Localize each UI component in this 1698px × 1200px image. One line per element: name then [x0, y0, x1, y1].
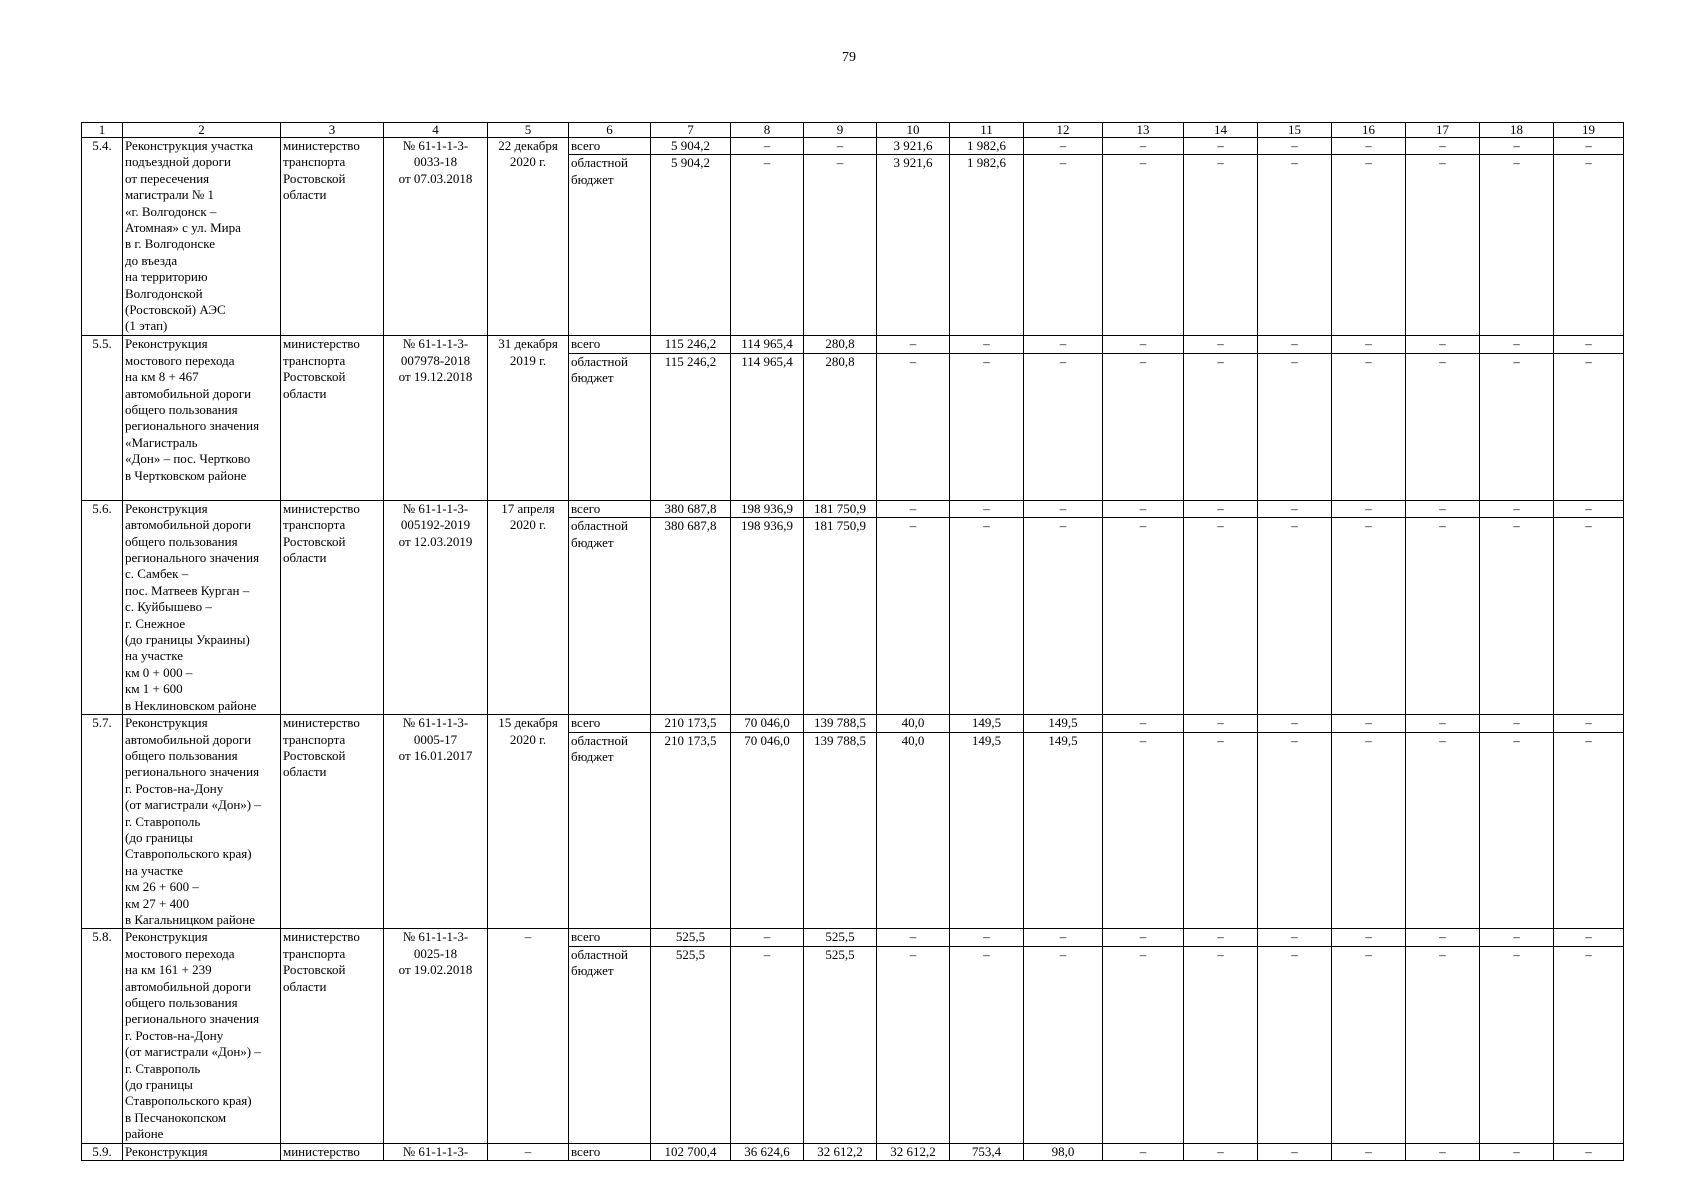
table-row: [82, 929, 1624, 946]
executor: министерство транспорта Ростовской области: [281, 138, 384, 336]
project-name: Реконструкция участка подъездной дороги от пересечения магистрали № 1 «г. Волгодонск – Атомная» с ул. Мира в г. Волгодонске до въезда на территорию Волгодонской (Ростовской) АЭС (1 этап): [123, 138, 281, 336]
value-col-10: –: [877, 946, 950, 1143]
executor: министерство транспорта Ростовской области: [281, 929, 384, 1143]
value-col-11: 149,5: [950, 715, 1024, 732]
value-col-15: –: [1258, 353, 1332, 500]
value-col-10: 40,0: [877, 715, 950, 732]
value-col-19: –: [1554, 732, 1624, 929]
value-col-7: 525,5: [651, 929, 731, 946]
column-header-13: 13: [1103, 123, 1184, 138]
value-col-9: 139 788,5: [804, 715, 877, 732]
value-col-17: –: [1406, 518, 1480, 715]
header-row: [82, 123, 1624, 138]
value-col-13: –: [1103, 500, 1184, 517]
value-col-7: 210 173,5: [651, 732, 731, 929]
value-col-13: –: [1103, 138, 1184, 155]
value-col-11: 1 982,6: [950, 138, 1024, 155]
project-name: Реконструкция автомобильной дороги общего пользования регионального значения г. Ростов-на-Дону (от магистрали «Дон») – г. Ставрополь (до границы Ставропольского края) на участке км 26 + 600 – км 27 + 400 в Кагальницком районе: [123, 715, 281, 929]
value-col-9: –: [804, 138, 877, 155]
item-number: 5.7.: [82, 715, 123, 929]
value-col-10: –: [877, 929, 950, 946]
value-col-13: –: [1103, 946, 1184, 1143]
value-col-12: 149,5: [1024, 715, 1103, 732]
value-col-11: –: [950, 518, 1024, 715]
column-header-8: 8: [731, 123, 804, 138]
value-col-18: –: [1480, 138, 1554, 155]
completion-date: –: [488, 929, 569, 1143]
value-col-12: –: [1024, 500, 1103, 517]
value-col-12: 149,5: [1024, 732, 1103, 929]
item-number: 5.9.: [82, 1143, 123, 1160]
column-header-15: 15: [1258, 123, 1332, 138]
value-col-16: –: [1332, 353, 1406, 500]
value-col-12: –: [1024, 946, 1103, 1143]
funding-source: областной бюджет: [569, 155, 651, 336]
value-col-11: 1 982,6: [950, 155, 1024, 336]
value-col-8: –: [731, 155, 804, 336]
value-col-8: –: [731, 929, 804, 946]
column-header-17: 17: [1406, 123, 1480, 138]
value-col-13: –: [1103, 155, 1184, 336]
value-col-15: –: [1258, 929, 1332, 946]
value-col-7: 115 246,2: [651, 336, 731, 353]
value-col-17: –: [1406, 353, 1480, 500]
value-col-9: 181 750,9: [804, 518, 877, 715]
item-number: 5.8.: [82, 929, 123, 1143]
value-col-14: –: [1184, 353, 1258, 500]
funding-source: областной бюджет: [569, 353, 651, 500]
column-header-7: 7: [651, 123, 731, 138]
value-col-16: –: [1332, 138, 1406, 155]
table-row: [82, 336, 1624, 353]
executor: министерство: [281, 1143, 384, 1160]
column-header-10: 10: [877, 123, 950, 138]
document-number: № 61-1-1-3- 0033-18 от 07.03.2018: [384, 138, 488, 336]
column-header-1: 1: [82, 123, 123, 138]
value-col-13: –: [1103, 929, 1184, 946]
item-number: 5.4.: [82, 138, 123, 336]
value-col-15: –: [1258, 518, 1332, 715]
value-col-14: –: [1184, 929, 1258, 946]
column-header-11: 11: [950, 123, 1024, 138]
funding-source: всего: [569, 715, 651, 732]
value-col-19: –: [1554, 336, 1624, 353]
value-col-19: –: [1554, 1143, 1624, 1160]
value-col-17: –: [1406, 1143, 1480, 1160]
column-header-14: 14: [1184, 123, 1258, 138]
value-col-16: –: [1332, 155, 1406, 336]
funding-source: всего: [569, 929, 651, 946]
value-col-18: –: [1480, 1143, 1554, 1160]
value-col-15: –: [1258, 500, 1332, 517]
value-col-14: –: [1184, 155, 1258, 336]
value-col-13: –: [1103, 336, 1184, 353]
funding-source: всего: [569, 138, 651, 155]
value-col-9: 32 612,2: [804, 1143, 877, 1160]
document-number: № 61-1-1-3-: [384, 1143, 488, 1160]
value-col-17: –: [1406, 138, 1480, 155]
value-col-8: 198 936,9: [731, 518, 804, 715]
value-col-16: –: [1332, 929, 1406, 946]
column-header-18: 18: [1480, 123, 1554, 138]
value-col-9: 139 788,5: [804, 732, 877, 929]
funding-source: всего: [569, 336, 651, 353]
value-col-13: –: [1103, 1143, 1184, 1160]
funding-source: областной бюджет: [569, 518, 651, 715]
executor: министерство транспорта Ростовской области: [281, 500, 384, 714]
value-col-11: 753,4: [950, 1143, 1024, 1160]
value-col-19: –: [1554, 138, 1624, 155]
value-col-13: –: [1103, 715, 1184, 732]
value-col-11: –: [950, 353, 1024, 500]
value-col-18: –: [1480, 715, 1554, 732]
project-name: Реконструкция мостового перехода на км 161 + 239 автомобильной дороги общего пользования регионального значения г. Ростов-на-Дону (от магистрали «Дон») – г. Ставрополь (до границы Ставропольского края) в Песчанокопском районе: [123, 929, 281, 1143]
value-col-15: –: [1258, 715, 1332, 732]
value-col-15: –: [1258, 336, 1332, 353]
value-col-16: –: [1332, 946, 1406, 1143]
value-col-7: 525,5: [651, 946, 731, 1143]
value-col-18: –: [1480, 518, 1554, 715]
value-col-12: 98,0: [1024, 1143, 1103, 1160]
document-number: № 61-1-1-3- 0025-18 от 19.02.2018: [384, 929, 488, 1143]
column-header-12: 12: [1024, 123, 1103, 138]
value-col-14: –: [1184, 138, 1258, 155]
column-header-19: 19: [1554, 123, 1624, 138]
value-col-16: –: [1332, 715, 1406, 732]
value-col-19: –: [1554, 353, 1624, 500]
value-col-18: –: [1480, 946, 1554, 1143]
completion-date: 22 декабря 2020 г.: [488, 138, 569, 336]
value-col-8: –: [731, 138, 804, 155]
item-number: 5.6.: [82, 500, 123, 714]
value-col-10: –: [877, 336, 950, 353]
value-col-18: –: [1480, 929, 1554, 946]
column-header-2: 2: [123, 123, 281, 138]
value-col-19: –: [1554, 946, 1624, 1143]
value-col-12: –: [1024, 929, 1103, 946]
value-col-10: –: [877, 500, 950, 517]
value-col-10: 40,0: [877, 732, 950, 929]
value-col-16: –: [1332, 518, 1406, 715]
value-col-18: –: [1480, 155, 1554, 336]
value-col-7: 380 687,8: [651, 500, 731, 517]
value-col-17: –: [1406, 500, 1480, 517]
value-col-8: 114 965,4: [731, 336, 804, 353]
value-col-7: 102 700,4: [651, 1143, 731, 1160]
column-header-9: 9: [804, 123, 877, 138]
completion-date: –: [488, 1143, 569, 1160]
value-col-15: –: [1258, 1143, 1332, 1160]
executor: министерство транспорта Ростовской области: [281, 336, 384, 500]
document-number: № 61-1-1-3- 007978-2018 от 19.12.2018: [384, 336, 488, 500]
value-col-12: –: [1024, 138, 1103, 155]
value-col-9: 181 750,9: [804, 500, 877, 517]
value-col-19: –: [1554, 500, 1624, 517]
value-col-19: –: [1554, 715, 1624, 732]
value-col-15: –: [1258, 732, 1332, 929]
value-col-14: –: [1184, 500, 1258, 517]
column-header-6: 6: [569, 123, 651, 138]
value-col-15: –: [1258, 946, 1332, 1143]
value-col-8: –: [731, 946, 804, 1143]
table-row: [82, 138, 1624, 155]
value-col-10: –: [877, 518, 950, 715]
value-col-18: –: [1480, 732, 1554, 929]
value-col-18: –: [1480, 353, 1554, 500]
value-col-19: –: [1554, 518, 1624, 715]
value-col-17: –: [1406, 155, 1480, 336]
value-col-18: –: [1480, 500, 1554, 517]
value-col-9: 280,8: [804, 336, 877, 353]
value-col-12: –: [1024, 353, 1103, 500]
value-col-16: –: [1332, 732, 1406, 929]
document-number: № 61-1-1-3- 0005-17 от 16.01.2017: [384, 715, 488, 929]
value-col-16: –: [1332, 500, 1406, 517]
value-col-10: 32 612,2: [877, 1143, 950, 1160]
value-col-17: –: [1406, 732, 1480, 929]
value-col-17: –: [1406, 946, 1480, 1143]
table-row: [82, 500, 1624, 517]
value-col-14: –: [1184, 715, 1258, 732]
value-col-11: –: [950, 946, 1024, 1143]
value-col-8: 70 046,0: [731, 732, 804, 929]
value-col-17: –: [1406, 336, 1480, 353]
value-col-8: 36 624,6: [731, 1143, 804, 1160]
funding-source: всего: [569, 1143, 651, 1160]
value-col-14: –: [1184, 732, 1258, 929]
funding-source: всего: [569, 500, 651, 517]
completion-date: 15 декабря 2020 г.: [488, 715, 569, 929]
value-col-18: –: [1480, 336, 1554, 353]
value-col-8: 198 936,9: [731, 500, 804, 517]
value-col-7: 5 904,2: [651, 138, 731, 155]
value-col-15: –: [1258, 155, 1332, 336]
value-col-11: –: [950, 500, 1024, 517]
value-col-9: –: [804, 155, 877, 336]
value-col-19: –: [1554, 155, 1624, 336]
value-col-12: –: [1024, 336, 1103, 353]
column-header-4: 4: [384, 123, 488, 138]
funding-source: областной бюджет: [569, 732, 651, 929]
value-col-13: –: [1103, 732, 1184, 929]
value-col-10: 3 921,6: [877, 138, 950, 155]
value-col-7: 115 246,2: [651, 353, 731, 500]
page-number: 79: [842, 50, 856, 65]
value-col-17: –: [1406, 715, 1480, 732]
value-col-16: –: [1332, 1143, 1406, 1160]
value-col-8: 114 965,4: [731, 353, 804, 500]
completion-date: 17 апреля 2020 г.: [488, 500, 569, 714]
value-col-12: –: [1024, 518, 1103, 715]
value-col-19: –: [1554, 929, 1624, 946]
value-col-14: –: [1184, 336, 1258, 353]
value-col-9: 525,5: [804, 929, 877, 946]
value-col-10: –: [877, 353, 950, 500]
value-col-11: 149,5: [950, 732, 1024, 929]
value-col-17: –: [1406, 929, 1480, 946]
value-col-16: –: [1332, 336, 1406, 353]
value-col-12: –: [1024, 155, 1103, 336]
project-name: Реконструкция мостового перехода на км 8 + 467 автомобильной дороги общего пользования регионального значения «Магистраль «Дон» – пос. Чертково в Чертковском районе: [123, 336, 281, 500]
column-header-3: 3: [281, 123, 384, 138]
value-col-7: 380 687,8: [651, 518, 731, 715]
value-col-14: –: [1184, 946, 1258, 1143]
project-name: Реконструкция: [123, 1143, 281, 1160]
value-col-13: –: [1103, 353, 1184, 500]
value-col-13: –: [1103, 518, 1184, 715]
document-number: № 61-1-1-3- 005192-2019 от 12.03.2019: [384, 500, 488, 714]
funding-source: областной бюджет: [569, 946, 651, 1143]
table-row: [82, 1143, 1624, 1160]
value-col-14: –: [1184, 1143, 1258, 1160]
value-col-7: 5 904,2: [651, 155, 731, 336]
value-col-14: –: [1184, 518, 1258, 715]
value-col-15: –: [1258, 138, 1332, 155]
value-col-8: 70 046,0: [731, 715, 804, 732]
value-col-7: 210 173,5: [651, 715, 731, 732]
column-header-16: 16: [1332, 123, 1406, 138]
value-col-10: 3 921,6: [877, 155, 950, 336]
completion-date: 31 декабря 2019 г.: [488, 336, 569, 500]
budget-table: [81, 122, 1624, 1161]
item-number: 5.5.: [82, 336, 123, 500]
value-col-11: –: [950, 929, 1024, 946]
value-col-9: 525,5: [804, 946, 877, 1143]
column-header-5: 5: [488, 123, 569, 138]
project-name: Реконструкция автомобильной дороги общего пользования регионального значения с. Самбек – пос. Матвеев Курган – с. Куйбышево – г. Снежное (до границы Украины) на участке км 0 + 000 – км 1 + 600 в Неклиновском районе: [123, 500, 281, 714]
value-col-9: 280,8: [804, 353, 877, 500]
table-row: [82, 715, 1624, 732]
executor: министерство транспорта Ростовской области: [281, 715, 384, 929]
value-col-11: –: [950, 336, 1024, 353]
